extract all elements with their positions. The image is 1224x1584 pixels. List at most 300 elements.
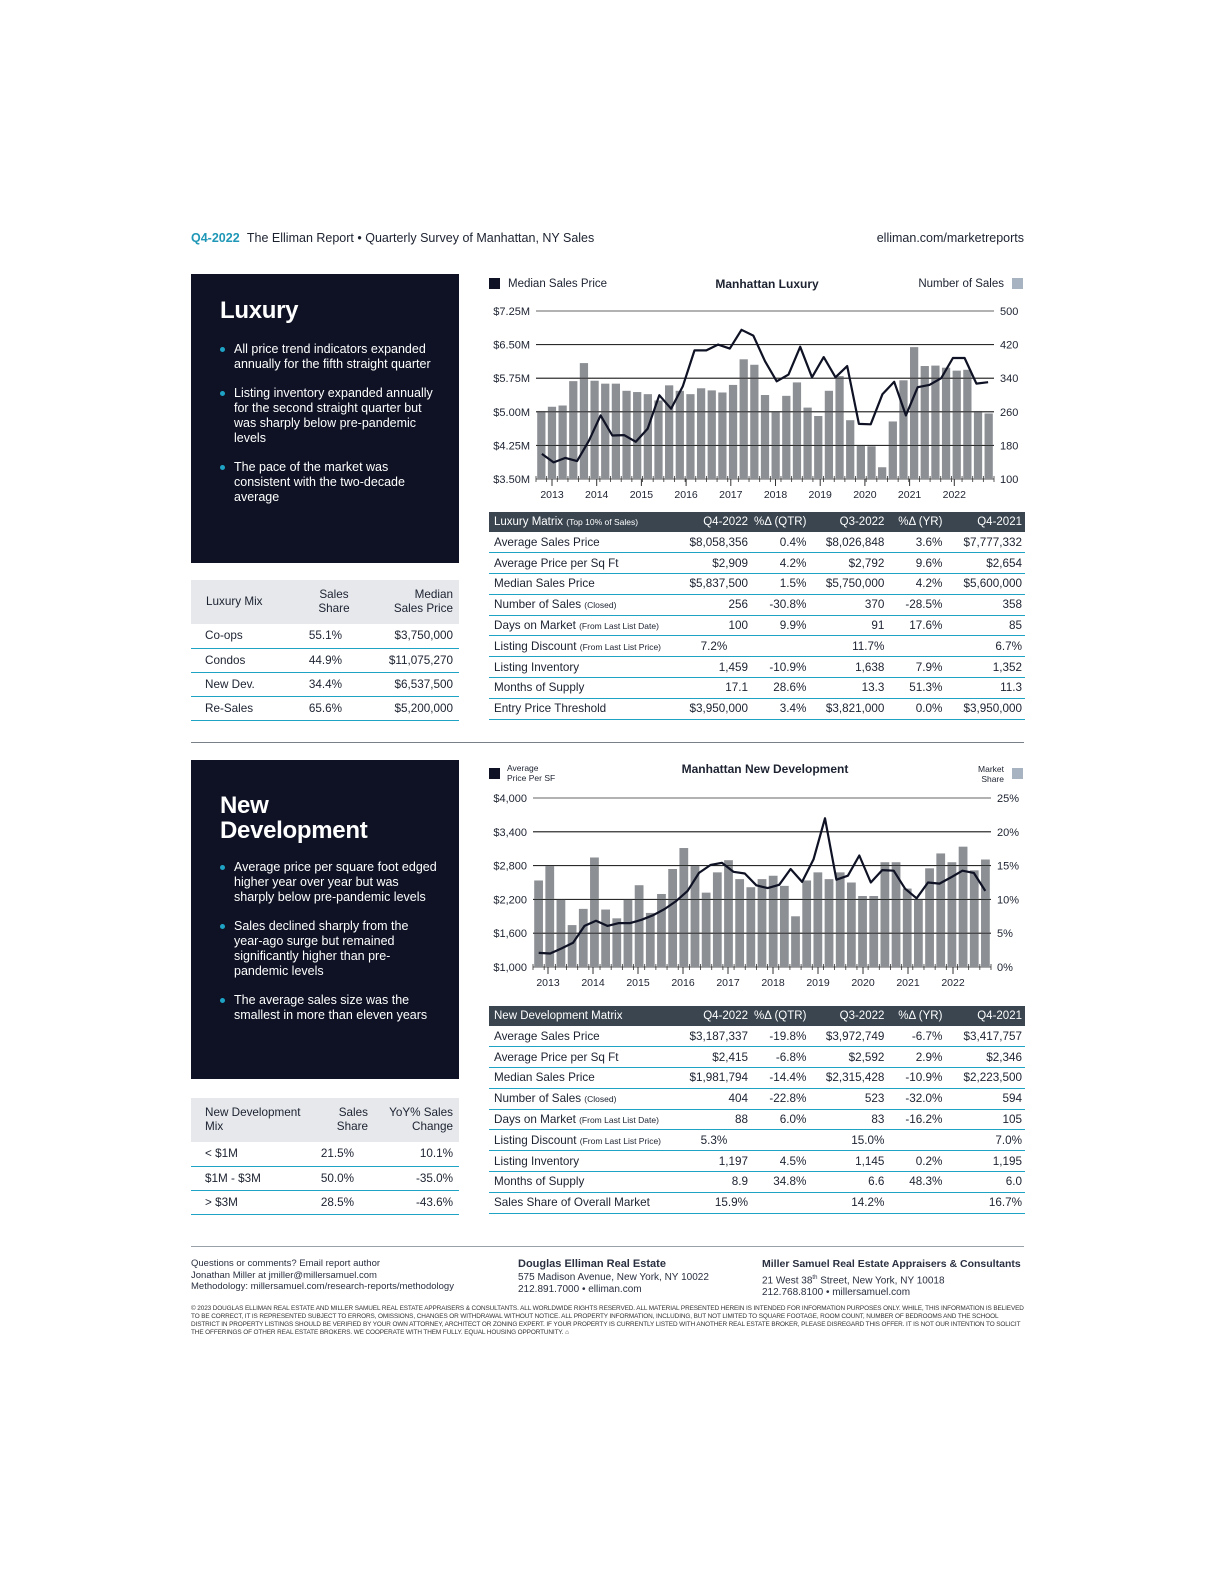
chart-bar [963,370,971,479]
matrix-header: Q4-2021 [945,512,1025,532]
chart-bar [903,889,912,967]
chart-bar [665,385,673,479]
chart-bar [981,860,990,967]
bar-series [537,347,993,479]
x-tick-label: 2013 [536,977,560,989]
table-cell: -35.0% [368,1166,459,1190]
footer-contact [191,1258,491,1293]
footer-contact-line: Questions or comments? Email report author [191,1258,381,1269]
matrix-title-cell [489,512,677,532]
table-cell: 1,197 [677,1151,751,1172]
y-left-tick-label: $4.25M [493,440,530,453]
table-cell: -14.4% [751,1068,809,1089]
chart-bar [846,420,854,479]
list-item: Listing inventory expanded annually for the second straight quarter but was sharply below pre-pandemic levels [220,386,437,446]
table-cell: $3,750,000 [356,624,459,648]
chart-bar [953,371,961,479]
chart-bar [836,872,845,967]
row-label: Sales Share of Overall Market [489,1192,677,1213]
footer-elliman-address: 575 Madison Avenue, New York, NY 10022 [518,1271,709,1283]
row-label: Listing Discount (From Last List Price) [489,1130,677,1151]
newdev-chart [487,760,1024,992]
x-tick-label: 2015 [626,977,650,989]
table-cell: $8,058,356 [677,532,751,553]
table-cell: 9.9% [751,615,809,636]
table-cell: $3,821,000 [809,698,887,719]
table-cell: 65.6% [296,696,356,720]
x-tick-label: 2021 [896,977,920,989]
table-row [489,574,1025,595]
x-tick-label: 2018 [761,977,785,989]
chart-bar [867,446,875,479]
table-cell: 0.4% [751,532,809,553]
table-row [489,636,1025,657]
matrix-header: %Δ (YR) [887,1006,945,1026]
chart-bar [857,445,865,479]
table-cell: 594 [945,1088,1025,1109]
chart-bar [985,413,993,479]
table-row [489,1130,1025,1151]
chart-bar [568,925,577,967]
table-cell: $3,417,757 [945,1026,1025,1047]
chart-bar [590,857,599,967]
matrix-header: Q4-2021 [945,1006,1025,1026]
chart-bar [880,862,889,967]
chart-bar [825,391,833,479]
row-label: Days on Market (From Last List Date) [489,1109,677,1130]
row-label: Average Sales Price [489,1026,677,1047]
luxury-chart-title: Manhattan Luxury [715,277,819,291]
table-cell: 17.6% [887,615,945,636]
legend-sales-label: Number of Sales [918,278,1004,290]
newdev-mix-table [191,1098,459,1215]
table-cell: $5,750,000 [809,574,887,595]
table-cell: $5,837,500 [677,574,751,595]
table-cell: $11,075,270 [356,648,459,672]
chart-bar [813,872,822,967]
y-left-tick-label: $2,200 [493,894,527,907]
table-cell: 7.9% [887,657,945,678]
table-row [489,1047,1025,1068]
footer-ms-contact[interactable]: 212.768.8100 • millersamuel.com [762,1287,911,1299]
newdev-heading-line1: New [220,792,269,819]
table-cell: $7,777,332 [945,532,1025,553]
chart-bar [559,406,567,480]
table-cell: 4.2% [887,574,945,595]
row-label: Days on Market (From Last List Date) [489,615,677,636]
row-label: Months of Supply [489,1172,677,1193]
luxury-heading: Luxury [220,297,299,324]
table-cell: -10.9% [751,657,809,678]
table-cell: 44.9% [296,648,356,672]
table-row [489,1088,1025,1109]
chart-bar [793,382,801,479]
chart-bar [780,886,789,967]
row-label: Months of Supply [489,678,677,699]
chart-bar [612,918,621,967]
matrix-title-small: (Top 10% of Sales) [566,517,639,527]
x-tick-label: 2013 [540,489,564,501]
matrix-header: %Δ (YR) [887,512,945,532]
mix-header: Sales Share [318,588,350,615]
table-cell: 256 [677,594,751,615]
chart-bar [791,916,800,967]
table-cell: $3,950,000 [945,698,1025,719]
legend-sales-swatch [1012,278,1023,289]
legend-ppsf-label-2: Price Per SF [507,773,556,783]
newdev-bullets [220,860,437,1023]
luxury-chart [487,274,1024,506]
table-cell: 9.6% [887,553,945,574]
list-item: Sales declined sharply from the year-ago surge but remained significantly higher than pre-pandemic levels [220,919,437,979]
table-cell: $2,654 [945,553,1025,574]
chart-bar [936,853,945,967]
legal-disclaimer: © 2023 DOUGLAS ELLIMAN REAL ESTATE AND MILLER SAMUEL REAL ESTATE APPRAISERS & CONSULTANTS. ALL WORLDWIDE RIGHTS RESERVED. ALL MATERIAL PRESENTED HEREIN IS INTENDED FOR INFORMATION PURPOSES ONLY. WHILE, THIS INFORMATION IS BELIEVED TO BE CORRECT, IT IS REPRESENTED SUBJECT TO ERRORS, OMISSIONS, CHANGES OR WITHDRAWAL WITHOUT NOTICE. ALL PROPERTY INFORMATION, INCLUDING, BUT NOT LIMITED TO SQUARE FOOTAGE, ROOM COUNT, NUMBER OF BEDROOMS AND THE SCHOOL DISTRICT IN PROPERTY LISTINGS SHOULD BE VERIFIED BY YOUR OWN ATTORNEY, ARCHITECT OR ZONING EXPERT. IF YOUR PROPERTY IS CURRENTLY LISTED WITH ANOTHER REAL ESTATE BROKER, PLEASE DISREGARD THIS OFFER. IT IS NOT OUR INTENTION TO SOLICIT THE OFFERINGS OF OTHER REAL ESTATE BROKERS. WE COOPERATE WITH THEM FULLY. EQUAL HOUSING OPPORTUNITY. ⌂ [191,1305,1024,1336]
table-cell: 1,352 [945,657,1025,678]
chart-bar [697,388,705,479]
footer-elliman [518,1258,758,1297]
table-cell [751,1130,809,1151]
row-label: Listing Inventory [489,657,677,678]
table-cell: New Dev. [191,672,296,696]
row-label: Average Price per Sq Ft [489,1047,677,1068]
table-row [489,553,1025,574]
chart-bar [708,390,716,479]
legend-ppsf-label-1: Average [507,763,539,773]
mix-header: New Development Mix [205,1106,301,1133]
table-row [489,1172,1025,1193]
table-cell: 105 [945,1109,1025,1130]
y-left-tick-label: $6.50M [493,339,530,352]
matrix-header: Q4-2022 [677,512,751,532]
newdev-chart-svg [487,760,1024,992]
chart-bar [959,847,968,967]
chart-bar [869,896,878,967]
report-title: The Elliman Report • Quarterly Survey of Manhattan, NY Sales [246,231,595,245]
table-cell: -22.8% [751,1088,809,1109]
row-label: Average Sales Price [489,532,677,553]
chart-bar [668,869,677,967]
table-cell: 523 [809,1088,887,1109]
table-cell: $2,792 [809,553,887,574]
table-cell: 11.7% [809,636,887,657]
y-right-tick-label: 10% [997,894,1020,907]
table-cell [751,1192,809,1213]
table-cell: 1,459 [677,657,751,678]
table-cell: $3,187,337 [677,1026,751,1047]
chart-bar [761,395,769,479]
table-cell: 0.0% [887,698,945,719]
table-cell: Co-ops [191,624,296,648]
table-cell: 5.3% [677,1130,751,1151]
table-cell: 6.0 [945,1172,1025,1193]
table-cell: -6.8% [751,1047,809,1068]
table-cell: 8.9 [677,1172,751,1193]
x-tick-label: 2017 [716,977,740,989]
table-cell: 51.3% [887,678,945,699]
matrix-header: Q4-2022 [677,1006,751,1026]
table-row [489,1026,1025,1047]
table-cell: $6,537,500 [356,672,459,696]
chart-bar [802,880,811,967]
legend-share-label-1: Market [978,764,1004,774]
y-right-tick-label: 5% [997,928,1013,941]
table-cell: $2,592 [809,1047,887,1068]
footer-elliman-contact[interactable]: 212.891.7000 • elliman.com [518,1284,642,1295]
y-right-tick-label: 15% [997,860,1020,873]
x-tick-label: 2016 [671,977,695,989]
table-cell: 16.7% [945,1192,1025,1213]
y-left-tick-label: $5.00M [493,406,530,419]
x-tick-label: 2022 [941,977,965,989]
chart-bar [601,910,610,967]
table-cell: < $1M [191,1142,311,1166]
footer-contact-email[interactable]: Jonathan Miller at jmiller@millersamuel.com [191,1269,377,1281]
chart-bar [782,396,790,479]
report-url-link[interactable]: elliman.com/marketreports [876,231,1024,245]
table-cell: 358 [945,594,1025,615]
table-cell: $3,950,000 [677,698,751,719]
luxury-matrix-table [489,512,1025,720]
table-cell [887,636,945,657]
chart-bar [910,347,918,479]
table-cell: 4.5% [751,1151,809,1172]
y-right-tick-label: 260 [1000,406,1019,419]
chart-bar [814,416,822,479]
table-row [489,1151,1025,1172]
table-cell: $5,200,000 [356,696,459,720]
chart-bar [835,376,843,479]
mix-header: Luxury Mix [191,580,296,624]
legend-price-swatch [489,278,500,289]
table-cell: 404 [677,1088,751,1109]
table-cell: 2.9% [887,1047,945,1068]
x-tick-label: 2019 [806,977,830,989]
table-row [489,1109,1025,1130]
x-tick-label: 2020 [853,489,877,501]
mix-header: Sales Share [336,1106,368,1133]
chart-bar [718,392,726,479]
table-cell: -30.8% [751,594,809,615]
y-right-tick-label: 0% [997,962,1013,974]
y-right-tick-label: 340 [1000,373,1019,386]
table-cell: -6.7% [887,1026,945,1047]
list-item: Average price per square foot edged higher year over year but was sharply below pre-pandemic levels [220,860,437,905]
legend-share-label-2: Share [981,774,1004,784]
footer-ms-address: 21 West 38th Street, New York, NY 10018 [762,1274,945,1286]
row-label: Listing Discount (From Last List Price) [489,636,677,657]
footer-ms-title: Miller Samuel Real Estate Appraisers & Consultants [762,1258,1021,1270]
luxury-summary-panel [191,274,459,563]
table-cell: 3.4% [751,698,809,719]
chart-bar [676,391,684,479]
chart-bar [858,896,867,967]
legend-share-swatch [1012,768,1023,779]
table-cell: 28.6% [751,678,809,699]
table-cell: 1,145 [809,1151,887,1172]
chart-bar [729,385,737,479]
table-row [489,594,1025,615]
legend-ppsf-swatch [489,768,500,779]
table-cell: 91 [809,615,887,636]
table-cell: -28.5% [887,594,945,615]
chart-bar [644,394,652,479]
chart-bar [740,359,748,479]
chart-bar [847,883,856,968]
newdev-matrix-table [489,1006,1025,1214]
x-tick-label: 2014 [585,489,609,501]
row-label: Number of Sales (Closed) [489,594,677,615]
section-divider [191,742,1024,743]
table-cell: 17.1 [677,678,751,699]
x-tick-label: 2018 [763,489,788,501]
row-label: Average Price per Sq Ft [489,553,677,574]
x-tick-label: 2015 [629,489,654,501]
x-tick-label: 2022 [942,489,966,501]
table-cell: 21.5% [311,1142,368,1166]
report-quarter: Q4-2022 [191,231,240,245]
table-cell [751,636,809,657]
matrix-header: %Δ (QTR) [751,1006,809,1026]
table-cell: $2,223,500 [945,1068,1025,1089]
table-row [191,672,459,696]
chart-bar [601,384,609,479]
chart-bar [646,913,655,967]
y-right-tick-label: 500 [1000,306,1019,318]
table-cell: 48.3% [887,1172,945,1193]
table-cell [887,1130,945,1151]
table-cell: $1M - $3M [191,1166,311,1190]
table-cell: 1,195 [945,1151,1025,1172]
y-left-tick-label: $3,400 [493,826,527,839]
chart-bar [580,363,588,479]
table-cell: Re-Sales [191,696,296,720]
chart-bar [579,909,588,967]
chart-bar [569,381,577,479]
bar-series [534,847,990,967]
list-item: The pace of the market was consistent with the two-decade average [220,460,437,505]
y-left-tick-label: $2,800 [493,860,527,873]
chart-bar [803,408,811,479]
y-right-tick-label: 100 [1000,474,1019,486]
table-cell: $2,315,428 [809,1068,887,1089]
table-cell: $1,981,794 [677,1068,751,1089]
table-cell: $5,600,000 [945,574,1025,595]
matrix-header: Q3-2022 [809,1006,887,1026]
table-row [191,1166,459,1190]
table-cell: 88 [677,1109,751,1130]
matrix-title: Luxury Matrix [494,516,564,528]
y-left-tick-label: $7.25M [493,306,530,318]
table-cell: -19.8% [751,1026,809,1047]
y-left-tick-label: $5.75M [493,373,530,386]
chart-bar [970,870,979,967]
table-cell: > $3M [191,1190,311,1214]
table-cell: -32.0% [887,1088,945,1109]
footer-rule [191,1246,1024,1247]
table-row [489,698,1025,719]
table-cell: 15.0% [809,1130,887,1151]
table-cell: $2,346 [945,1047,1025,1068]
row-label: Number of Sales (Closed) [489,1088,677,1109]
footer-elliman-title: Douglas Elliman Real Estate [518,1258,666,1270]
table-cell: 3.6% [887,532,945,553]
table-cell: 14.2% [809,1192,887,1213]
table-cell [887,1192,945,1213]
table-cell: 11.3 [945,678,1025,699]
chart-bar [548,407,556,479]
matrix-title: New Development Matrix [489,1006,677,1026]
chart-bar [635,885,644,967]
table-row [191,648,459,672]
table-row [489,678,1025,699]
table-cell: -16.2% [887,1109,945,1130]
mix-header: Median Sales Price [393,588,453,615]
legend-price-label: Median Sales Price [508,278,608,290]
y-left-tick-label: $4,000 [493,793,527,805]
table-cell: Condos [191,648,296,672]
table-row [489,532,1025,553]
table-row [489,1192,1025,1213]
table-cell: 6.0% [751,1109,809,1130]
luxury-mix-table [191,580,459,721]
table-cell: $2,415 [677,1047,751,1068]
table-cell: 6.7% [945,636,1025,657]
chart-bar [702,893,711,967]
y-right-tick-label: 420 [1000,339,1019,352]
x-tick-label: 2020 [851,977,875,989]
table-row [191,696,459,720]
chart-bar [899,380,907,479]
table-cell: $3,972,749 [809,1026,887,1047]
table-cell: 28.5% [311,1190,368,1214]
table-row [191,624,459,648]
chart-bar [825,879,834,967]
table-cell: $8,026,848 [809,532,887,553]
table-cell: 50.0% [311,1166,368,1190]
table-cell: 0.2% [887,1151,945,1172]
footer-methodology-link[interactable]: Methodology: millersamuel.com/research-reports/methodology [191,1281,454,1292]
newdev-summary-panel [191,760,459,1079]
table-cell: $2,909 [677,553,751,574]
chart-bar [769,876,778,967]
chart-bar [657,894,666,967]
chart-bar [724,860,733,967]
table-cell: 100 [677,615,751,636]
newdev-heading-line2: Development [220,817,368,844]
table-row [191,1142,459,1166]
chart-bar [921,366,929,479]
chart-bar [942,368,950,479]
table-cell: 34.4% [296,672,356,696]
x-tick-label: 2016 [674,489,698,501]
row-label: Entry Price Threshold [489,698,677,719]
newdev-chart-title: Manhattan New Development [681,762,849,776]
table-cell: 7.0% [945,1130,1025,1151]
table-row [489,1068,1025,1089]
list-item: The average sales size was the smallest in more than eleven years [220,993,437,1023]
chart-bar [889,421,897,479]
chart-bar [878,467,886,479]
table-cell: 15.9% [677,1192,751,1213]
table-cell: -43.6% [368,1190,459,1214]
table-cell: 83 [809,1109,887,1130]
table-cell: 7.2% [677,636,751,657]
row-label: Listing Inventory [489,1151,677,1172]
chart-bar [758,879,767,967]
chart-bar [612,384,620,479]
y-left-tick-label: $1,600 [493,928,527,941]
